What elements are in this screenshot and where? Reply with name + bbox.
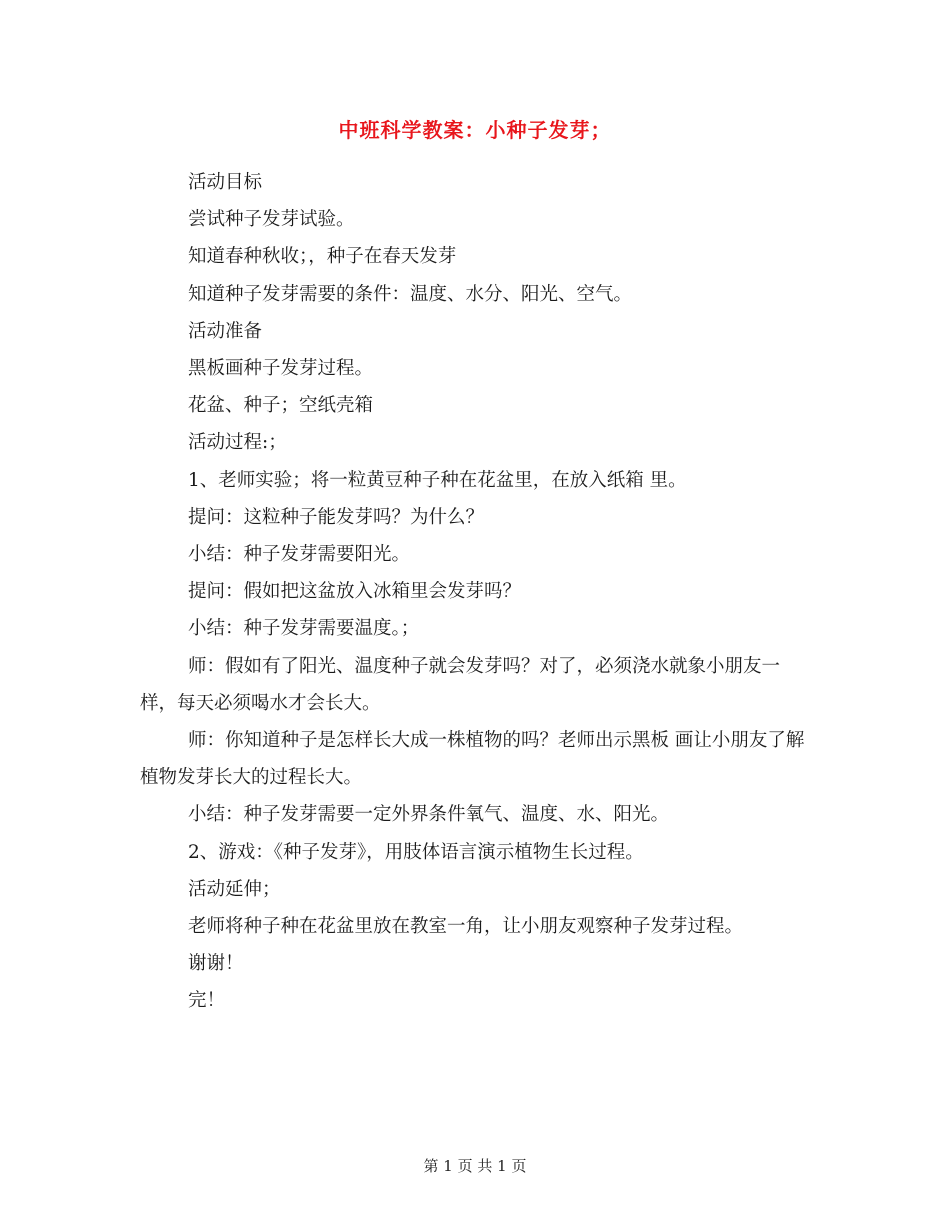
paragraph: 谢谢！: [188, 953, 244, 975]
page-footer: 第 1 页 共 1 页: [423, 1157, 527, 1175]
paragraph: 2、游戏：《种子发芽》，用肢体语言演示植物生长过程。: [188, 841, 644, 863]
paragraph: 小结：种子发芽需要阳光。: [188, 544, 411, 566]
paragraph: 老师将种子种在花盆里放在教室一角，让小朋友观察种子发芽过程。: [188, 916, 744, 938]
paragraph: 小结：种子发芽需要温度。；: [188, 618, 420, 640]
paragraph: 知道种子发芽需要的条件：温度、水分、阳光、空气。: [188, 283, 633, 305]
paragraph: 提问：假如把这盆放入冰箱里会发芽吗？: [188, 581, 522, 603]
paragraph: 尝试种子发芽试验。: [188, 209, 355, 231]
paragraph: 小结：种子发芽需要一定外界条件氧气、温度、水、阳光。: [188, 804, 670, 826]
paragraph: 完！: [188, 990, 226, 1012]
paragraph: 活动过程:；: [188, 432, 287, 454]
paragraph: 提问：这粒种子能发芽吗？为什么？: [188, 506, 485, 528]
document-body: [140, 164, 810, 1020]
paragraph: 1、老师实验；将一粒黄豆种子种在花盆里，在放入纸箱 里。: [188, 469, 687, 491]
paragraph: 师：你知道种子是怎样长大成一株植物的吗？老师出示黑板 画让小朋友了解植物发芽长大的过程长大。: [140, 730, 805, 789]
paragraph: 活动目标: [188, 172, 263, 193]
paragraph: 活动准备: [188, 320, 263, 342]
paragraph: 知道春种秋收；，种子在春天发芽: [188, 246, 457, 268]
paragraph: 师：假如有了阳光、温度种子就会发芽吗？对了，必须浇水就象小朋友一样，每天必须喝水才会长大。: [140, 655, 781, 714]
document-title: 中班科学教案：小种子发芽；: [338, 118, 612, 142]
paragraph: 花盆、种子；空纸壳箱: [188, 395, 374, 417]
paragraph: 活动延伸；: [188, 878, 281, 900]
paragraph: 黑板画种子发芽过程。: [188, 358, 374, 380]
